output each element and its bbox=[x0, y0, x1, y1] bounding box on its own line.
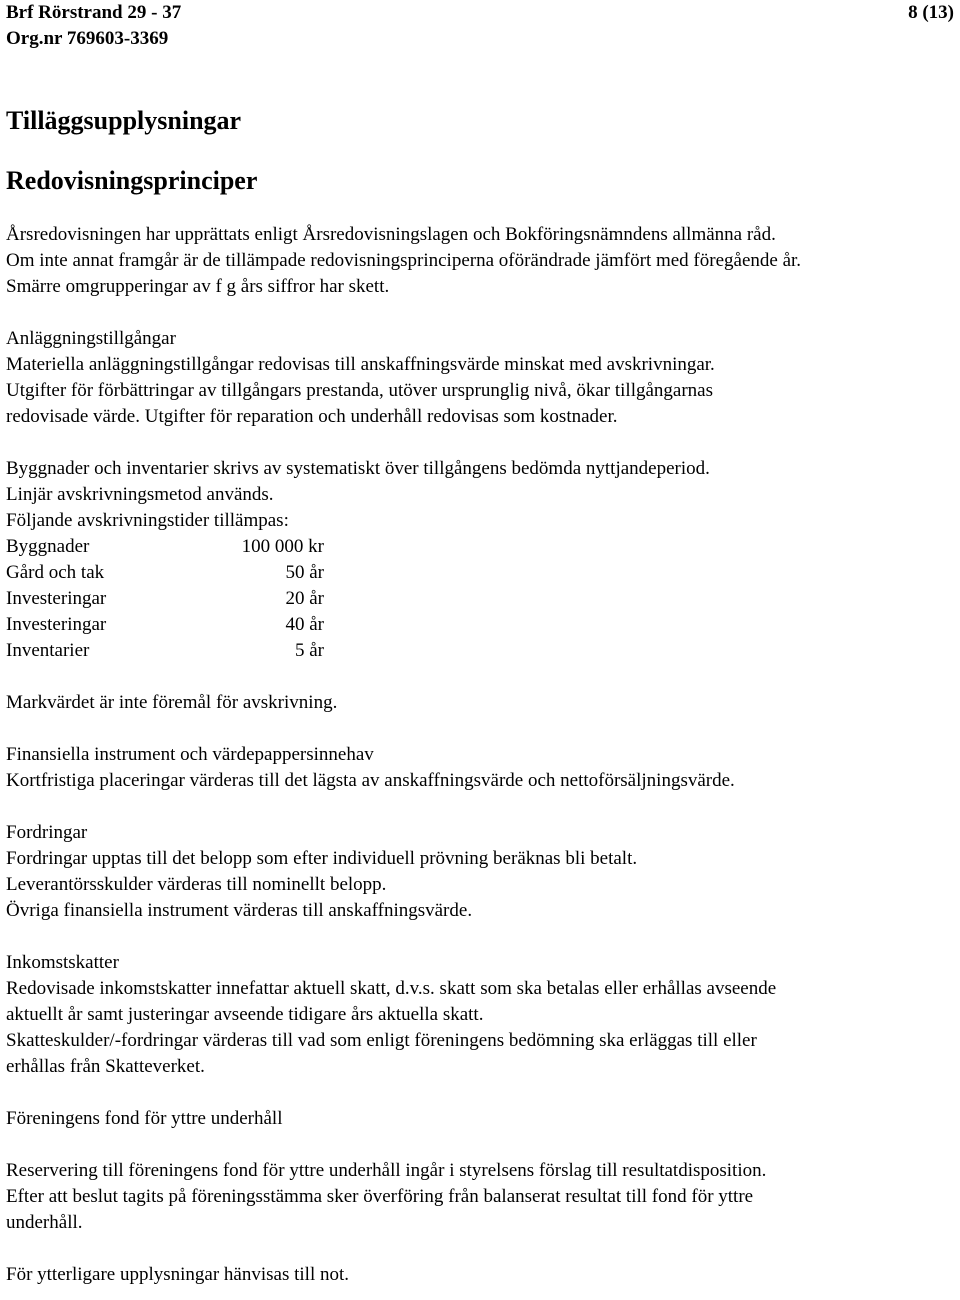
row-value: 50 år bbox=[285, 562, 324, 583]
row-value: 5 år bbox=[294, 640, 324, 661]
anlaggning-line: Materiella anläggningstillgångar redovisas till anskaffningsvärde minskat med avskrivningar. bbox=[6, 354, 715, 375]
fond-section bbox=[6, 1106, 956, 1236]
table-row bbox=[6, 586, 956, 612]
section-title: Redovisningsprinciper bbox=[6, 166, 258, 195]
inkomstskatter-line: Redovisade inkomstskatter innefattar aktuell skatt, d.v.s. skatt som ska betalas eller erhållas avseende bbox=[6, 978, 777, 999]
page-title: Tilläggsupplysningar bbox=[6, 106, 242, 135]
avskrivning-note: Markvärdet är inte föremål för avskrivning. bbox=[6, 692, 338, 713]
finansiella-section bbox=[6, 742, 956, 794]
depreciation-table bbox=[6, 534, 956, 664]
row-value: 100 000 kr bbox=[241, 536, 324, 557]
inkomstskatter-section bbox=[6, 950, 956, 1080]
anlaggning-line: Utgifter för förbättringar av tillgångars prestanda, utöver ursprunglig nivå, ökar tillgångarnas bbox=[6, 380, 713, 401]
footer-note: För ytterligare upplysningar hänvisas till not. bbox=[6, 1264, 350, 1285]
avskrivning-line: Följande avskrivningstider tillämpas: bbox=[6, 510, 289, 531]
page-number: 8 (13) bbox=[908, 2, 954, 23]
association-name: Brf Rörstrand 29 - 37 bbox=[6, 2, 182, 23]
row-label: Gård och tak bbox=[6, 562, 105, 583]
row-label: Investeringar bbox=[6, 588, 107, 609]
table-row bbox=[6, 534, 956, 560]
fordringar-section bbox=[6, 820, 956, 924]
fordringar-line: Övriga finansiella instrument värderas till anskaffningsvärde. bbox=[6, 900, 473, 921]
row-label: Investeringar bbox=[6, 614, 107, 635]
anlaggning-section bbox=[6, 326, 956, 430]
fond-heading: Föreningens fond för yttre underhåll bbox=[6, 1108, 283, 1129]
inkomstskatter-line: Skatteskulder/-fordringar värderas till vad som enligt föreningens bedömning ska erläggas till eller bbox=[6, 1030, 757, 1051]
anlaggning-line: redovisade värde. Utgifter för reparation och underhåll redovisas som kostnader. bbox=[6, 406, 618, 427]
intro-line: Smärre omgrupperingar av f g års siffror har skett. bbox=[6, 276, 390, 297]
intro-line: Årsredovisningen har upprättats enligt Årsredovisningslagen och Bokföringsnämndens allmänna råd. bbox=[6, 224, 776, 245]
org-number: Org.nr 769603-3369 bbox=[6, 28, 169, 49]
fond-line: underhåll. bbox=[6, 1212, 83, 1233]
row-label: Inventarier bbox=[6, 640, 90, 661]
table-row bbox=[6, 638, 956, 664]
document-body bbox=[6, 104, 956, 1288]
inkomstskatter-line: erhållas från Skatteverket. bbox=[6, 1056, 205, 1077]
fond-line: Reservering till föreningens fond för yttre underhåll ingår i styrelsens förslag till resultatdisposition. bbox=[6, 1160, 767, 1181]
row-label: Byggnader bbox=[6, 536, 90, 557]
inkomstskatter-line: aktuellt år samt justeringar avseende tidigare års aktuella skatt. bbox=[6, 1004, 484, 1025]
table-row bbox=[6, 612, 956, 638]
finansiella-heading: Finansiella instrument och värdepappersinnehav bbox=[6, 744, 374, 765]
finansiella-line: Kortfristiga placeringar värderas till det lägsta av anskaffningsvärde och nettoförsäljningsvärde. bbox=[6, 770, 735, 791]
avskrivning-line: Linjär avskrivningsmetod används. bbox=[6, 484, 274, 505]
fordringar-line: Leverantörsskulder värderas till nominellt belopp. bbox=[6, 874, 387, 895]
anlaggning-heading: Anläggningstillgångar bbox=[6, 328, 176, 349]
avskrivning-section bbox=[6, 456, 956, 716]
fordringar-heading: Fordringar bbox=[6, 822, 88, 843]
fond-line: Efter att beslut tagits på föreningsstämma sker överföring från balanserat resultat till fond för yttre bbox=[6, 1186, 754, 1207]
intro-paragraph bbox=[6, 222, 956, 300]
avskrivning-line: Byggnader och inventarier skrivs av systematiskt över tillgångens bedömda nyttjandeperiod. bbox=[6, 458, 710, 479]
fordringar-line: Fordringar upptas till det belopp som efter individuell prövning beräknas bli betalt. bbox=[6, 848, 638, 869]
inkomstskatter-heading: Inkomstskatter bbox=[6, 952, 119, 973]
row-value: 20 år bbox=[285, 588, 324, 609]
page-header bbox=[6, 0, 954, 52]
row-value: 40 år bbox=[285, 614, 324, 635]
table-row bbox=[6, 560, 956, 586]
intro-line: Om inte annat framgår är de tillämpade redovisningsprinciperna oförändrade jämfört med föregående år. bbox=[6, 250, 802, 271]
